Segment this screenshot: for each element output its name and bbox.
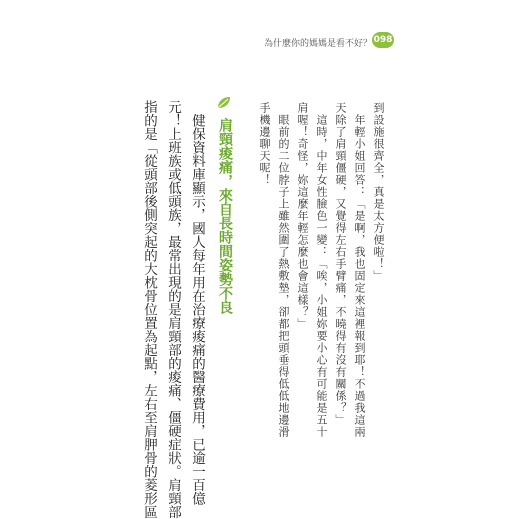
- text-column: 元！上班族或低頭族，最常出現的是肩頸部的痠痛、僵硬症狀。肩頸部: [165, 100, 181, 519]
- running-title: 為什麼你的媽媽是看不好？: [263, 39, 372, 49]
- leaf-icon: [216, 96, 232, 110]
- text-column: 到設施很齊全，真是太方便啦！」: [372, 102, 385, 282]
- text-column: 這時，中年女性臉色一變：「唉，小姐妳要小心有可能是五十: [315, 102, 328, 438]
- text-column: 年輕小姐回答：「是啊，我也固定來這裡報到耶！不過我這兩: [353, 102, 366, 438]
- text-column: 手機邊聊天呢！: [258, 102, 271, 186]
- text-column: 健保資料庫顯示，國人每年用在治療痠痛的醫療費用，已逾一百億: [189, 100, 205, 505]
- text-column: 眼前的二位脖子上雖然圍了熱敷墊，卻都把頭垂得低低地邊滑: [277, 102, 290, 438]
- section-heading: 肩頸痠痛，來自長時間姿勢不良: [217, 118, 233, 314]
- page-number-badge: 098: [372, 32, 394, 48]
- text-column: 指的是「從頭部後側突起的大枕骨位置為起點，左右至肩胛骨的菱形區: [141, 100, 157, 519]
- text-column: 肩喔！奇怪，妳這麼年輕怎麼也會這樣？」: [296, 102, 309, 330]
- text-column: 天除了肩頸僵硬，又覺得左右手臂痛，不曉得有沒有關係？」: [334, 102, 347, 426]
